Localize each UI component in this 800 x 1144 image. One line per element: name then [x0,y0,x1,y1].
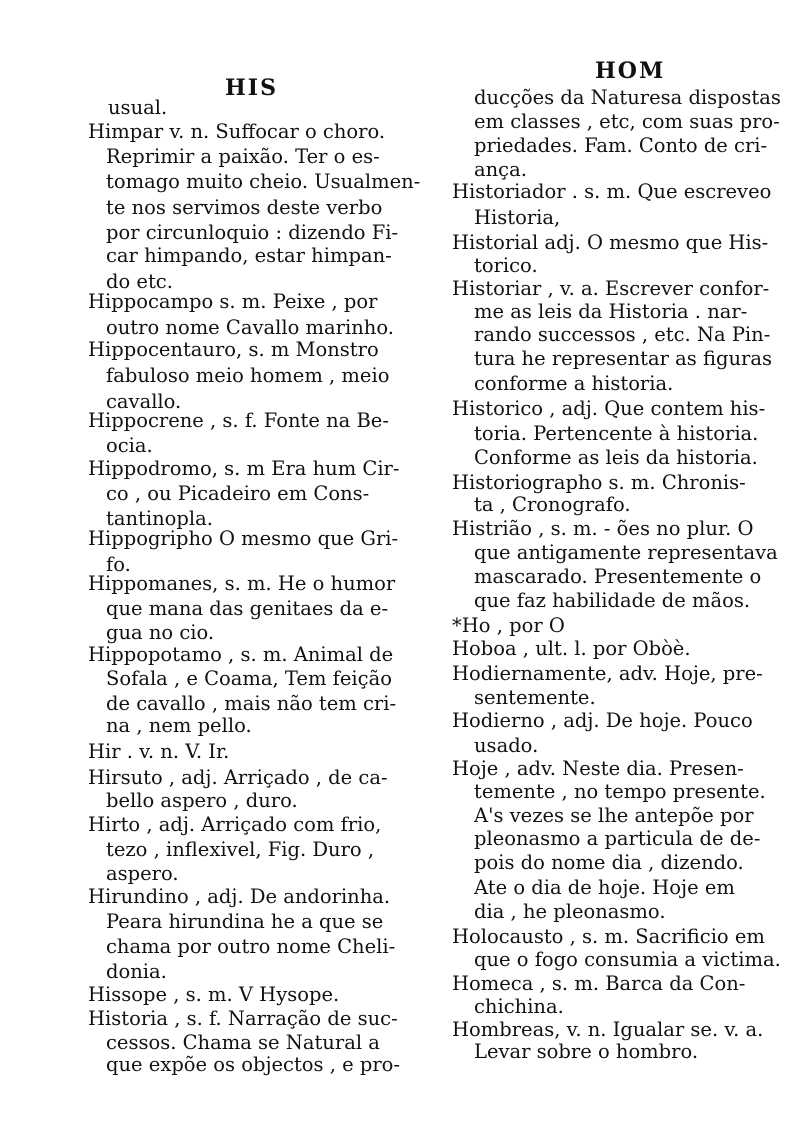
left-column-line-34: Hirundino , adj. De andorinha. [88,885,391,908]
left-column-line-4: tomago muito cheio. Usualmen- [106,170,421,193]
left-column-line-25: Sofala , e Coama, Tem feição [106,667,392,690]
right-column-line-12: tura he representar as figuras [474,347,772,370]
right-column-line-8: torico. [474,254,538,277]
right-column-line-10: me as leis da Historia . nar- [474,300,748,323]
right-column-line-2: em classes , etc, com suas pro- [474,110,780,133]
right-column-line-33: pois do nome dia , dizendo. [474,851,744,874]
left-column-line-37: donia. [106,960,167,983]
left-column-line-18: tantinopla. [106,507,213,530]
left-column-line-8: do etc. [106,270,173,293]
left-column-line-26: de cavallo , mais não tem cri- [106,692,397,715]
right-column-line-34: Ate o dia de hoje. Hoje em [474,876,735,899]
right-column-line-20: que antigamente representava [474,541,778,564]
left-column-line-24: Hippopotamo , s. m. Animal de [88,643,394,666]
right-column-line-22: que faz habilidade de mãos. [474,589,751,612]
left-column-line-19: Hippogripho O mesmo que Gri- [88,527,399,550]
left-column-line-27: na , nem pello. [106,714,252,737]
right-column-line-3: priedades. Fam. Conto de cri- [474,134,768,157]
right-column-line-25: Hodiernamente, adv. Hoje, pre- [452,662,763,685]
right-column-line-38: Homeca , s. m. Barca da Con- [452,972,746,995]
right-column-line-23: *Ho , por O [452,614,565,637]
right-column-line-39: chichina. [474,995,564,1018]
left-column-line-32: tezo , inflexivel, Fig. Duro , [106,838,375,861]
left-column-line-28: Hir . v. n. V. Ir. [88,740,230,763]
left-column-line-21: Hippomanes, s. m. He o humor [88,572,396,595]
left-column-line-16: Hippodromo, s. m Era hum Cir- [88,457,400,480]
right-column-line-40: Hombreas, v. n. Igualar se. v. a. [452,1018,764,1041]
left-column-line-40: cessos. Chama se Natural a [106,1031,380,1054]
right-column-line-4: ança. [474,158,527,181]
left-column-line-12: fabuloso meio homem , meio [106,364,390,387]
right-column-line-1: ducções da Naturesa dispostas [474,86,781,109]
right-column-line-30: temente , no tempo presente. [474,780,766,803]
right-column-line-6: Historia, [474,206,561,229]
left-column-line-20: fo. [106,553,131,576]
right-column-line-24: Hoboa , ult. l. por Obòè. [452,637,691,660]
left-column-line-5: te nos servimos deste verbo [106,196,383,219]
running-header-left: HIS [225,75,278,101]
right-column-line-18: ta , Cronografo. [474,493,631,516]
left-column-line-35: Peara hirundina he a que se [106,910,384,933]
right-column-line-17: Historiographo s. m. Chronis- [452,471,746,494]
left-column-line-17: co , ou Picadeiro em Cons- [106,482,370,505]
right-column-line-15: toria. Pertencente à historia. [474,422,759,445]
left-column-line-13: cavallo. [106,390,182,413]
running-header-right: HOM [595,58,666,84]
left-column-line-38: Hissope , s. m. V Hysope. [88,983,340,1006]
left-column-line-2: Himpar v. n. Suffocar o choro. [88,120,386,143]
left-column-line-23: gua no cio. [106,621,215,644]
right-column-line-14: Historico , adj. Que contem his- [452,397,766,420]
right-column-line-27: Hodierno , adj. De hoje. Pouco [452,709,753,732]
right-column-line-31: A's vezes se lhe antepõe por [474,804,754,827]
right-column-line-13: conforme a historia. [474,372,674,395]
right-column-line-19: Histrião , s. m. - ões no plur. O [452,517,754,540]
right-column-line-21: mascarado. Presentemente o [474,565,762,588]
right-column-line-29: Hoje , adv. Neste dia. Presen- [452,757,744,780]
left-column-line-14: Hippocrene , s. f. Fonte na Be- [88,409,389,432]
right-column-line-28: usado. [474,734,539,757]
right-column-line-5: Historiador . s. m. Que escreveo [452,180,772,203]
left-column-line-41: que expõe os objectos , e pro- [106,1053,401,1076]
right-column-line-36: Holocausto , s. m. Sacrificio em [452,925,765,948]
left-column-line-36: chama por outro nome Cheli- [106,935,396,958]
left-column-line-15: ocia. [106,434,153,457]
right-column-line-26: sentemente. [474,686,596,709]
left-column-line-39: Historia , s. f. Narração de suc- [88,1007,398,1030]
right-column-line-41: Levar sobre o hombro. [474,1040,699,1063]
left-column-line-1: usual. [108,96,168,119]
right-column-line-32: pleonasmo a particula de de- [474,827,761,850]
right-column-line-7: Historial adj. O mesmo que His- [452,231,769,254]
right-column-line-11: rando successos , etc. Na Pin- [474,323,771,346]
right-column-line-35: dia , he pleonasmo. [474,900,666,923]
left-column-line-7: car himpando, estar himpan- [106,244,392,267]
left-column-line-30: bello aspero , duro. [106,789,298,812]
right-column-line-37: que o fogo consumia a victima. [474,948,781,971]
left-column-line-31: Hirto , adj. Arriçado com frio, [88,813,382,836]
left-column-line-9: Hippocampo s. m. Peixe , por [88,290,378,313]
left-column-line-11: Hippocentauro, s. m Monstro [88,338,379,361]
left-column-line-29: Hirsuto , adj. Arriçado , de ca- [88,766,388,789]
left-column-line-6: por circunloquio : dizendo Fi- [106,221,399,244]
left-column-line-3: Reprimir a paixão. Ter o es- [106,145,380,168]
left-column-line-10: outro nome Cavallo marinho. [106,316,394,339]
left-column-line-22: que mana das genitaes da e- [106,597,389,620]
right-column-line-16: Conforme as leis da historia. [474,446,758,469]
right-column-line-9: Historiar , v. a. Escrever confor- [452,277,770,300]
left-column-line-33: aspero. [106,862,179,885]
